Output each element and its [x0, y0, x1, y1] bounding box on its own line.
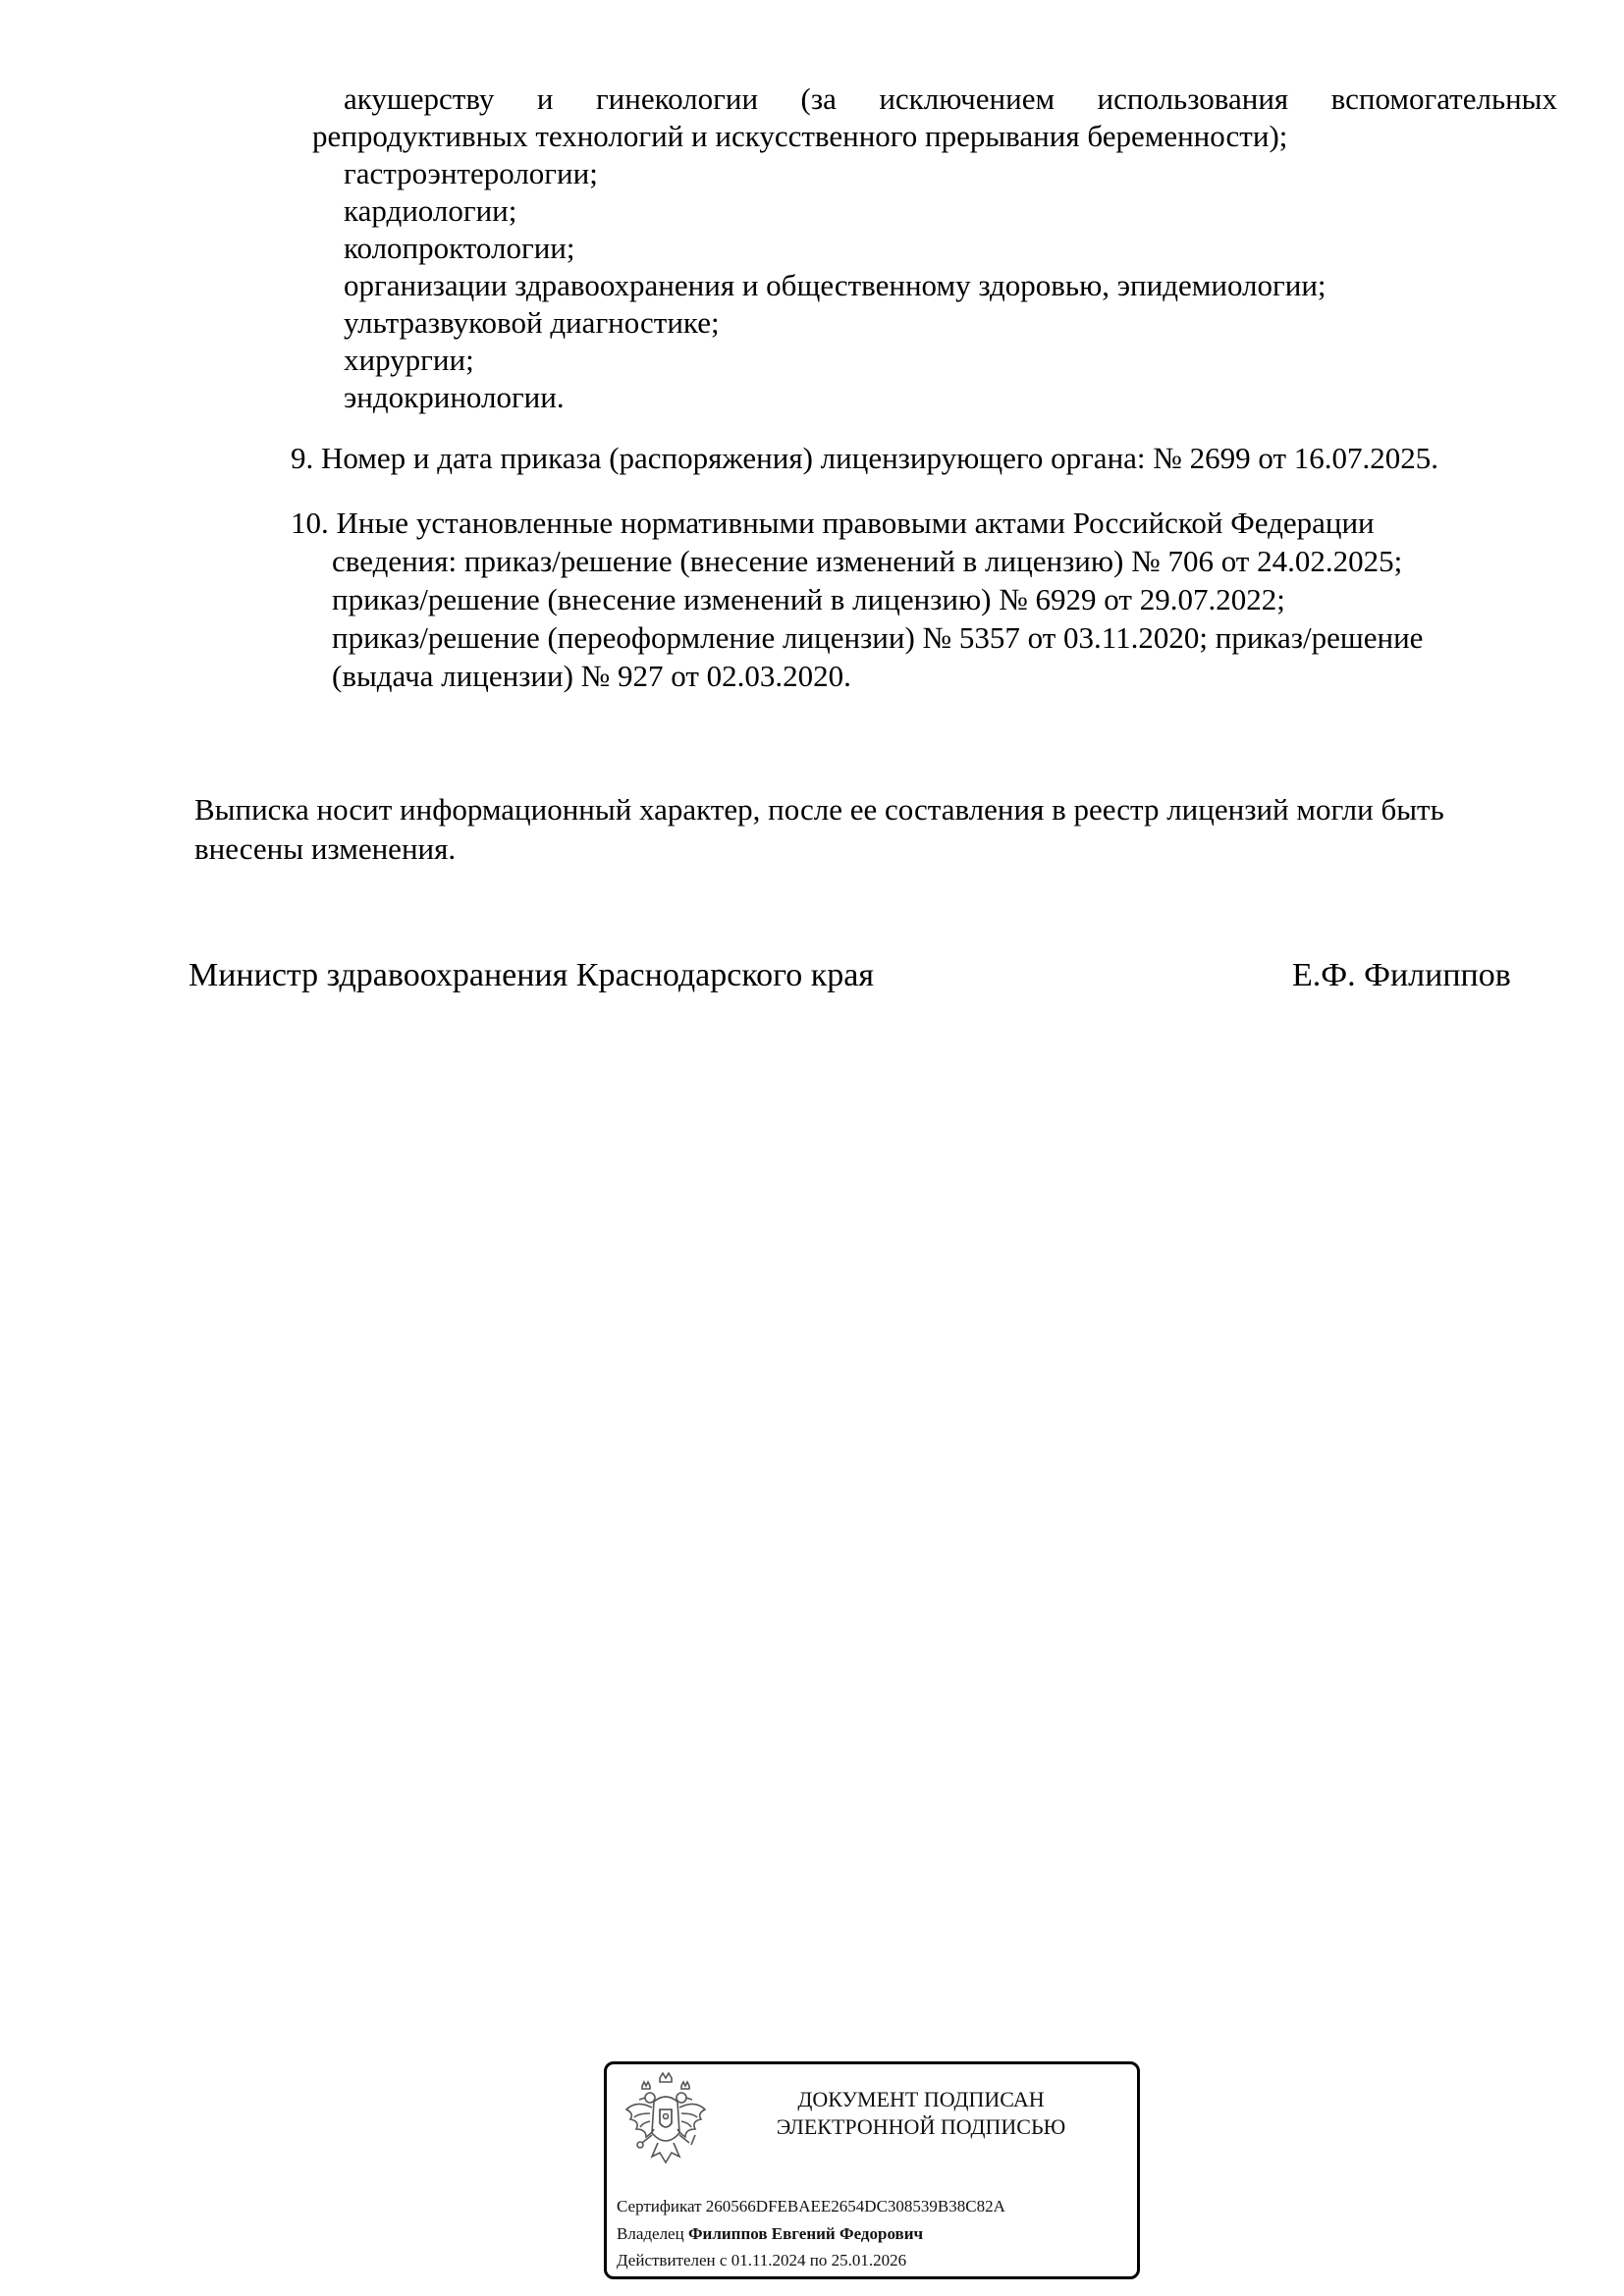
list-continuation-line-1: акушерству и гинекологии (за исключением использования вспомогательных — [344, 81, 1557, 116]
specialty-item: эндокринологии. — [344, 380, 565, 414]
coat-of-arms-icon — [623, 2070, 709, 2176]
owner-label: Владелец — [617, 2224, 684, 2243]
specialty-item: гастроэнтерологии; — [344, 156, 598, 190]
section-9-order: 9. Номер и дата приказа (распоряжения) лицензирующего органа: № 2699 от 16.07.2025. — [291, 441, 1438, 475]
signatory-position: Министр здравоохранения Краснодарского края — [189, 957, 874, 993]
signatory-name: Е.Ф. Филиппов — [1292, 957, 1511, 993]
certificate-label: Сертификат — [617, 2197, 702, 2216]
specialty-item: хирургии; — [344, 343, 474, 377]
certificate-value: 260566DFEBAEE2654DC308539B38C82A — [705, 2197, 1005, 2216]
stamp-title-line-2: ЭЛЕКТРОННОЙ ПОДПИСЬЮ — [776, 2114, 1066, 2139]
electronic-signature-stamp — [604, 2061, 1140, 2279]
notice-line-1: Выписка носит информационный характер, после ее составления в реестр лицензий могли быть — [194, 792, 1444, 827]
stamp-validity: Действителен с 01.11.2024 по 25.01.2026 — [617, 2251, 907, 2269]
specialty-item: колопроктологии; — [344, 231, 575, 265]
stamp-certificate-row — [617, 2196, 1005, 2217]
specialty-item: ультразвуковой диагностике; — [344, 305, 720, 340]
section-10-line: приказ/решение (переоформление лицензии) № 5357 от 03.11.2020; приказ/решение — [332, 620, 1424, 655]
section-10-line: приказ/решение (внесение изменений в лицензию) № 6929 от 29.07.2022; — [332, 582, 1285, 616]
stamp-title-line-1: ДОКУМЕНТ ПОДПИСАН — [797, 2087, 1045, 2111]
owner-value: Филиппов Евгений Федорович — [687, 2224, 924, 2243]
section-10-line: (выдача лицензии) № 927 от 02.03.2020. — [332, 659, 851, 693]
specialty-item: кардиологии; — [344, 193, 517, 228]
notice-line-2: внесены изменения. — [194, 831, 457, 866]
section-10-line: 10. Иные установленные нормативными правовыми актами Российской Федерации — [291, 506, 1375, 540]
stamp-owner-row — [617, 2223, 923, 2245]
specialty-item: организации здравоохранения и общественному здоровью, эпидемиологии; — [344, 268, 1326, 302]
section-10-line: сведения: приказ/решение (внесение изменений в лицензию) № 706 от 24.02.2025; — [332, 544, 1403, 578]
list-continuation-line-2: репродуктивных технологий и искусственного прерывания беременности); — [312, 119, 1288, 153]
